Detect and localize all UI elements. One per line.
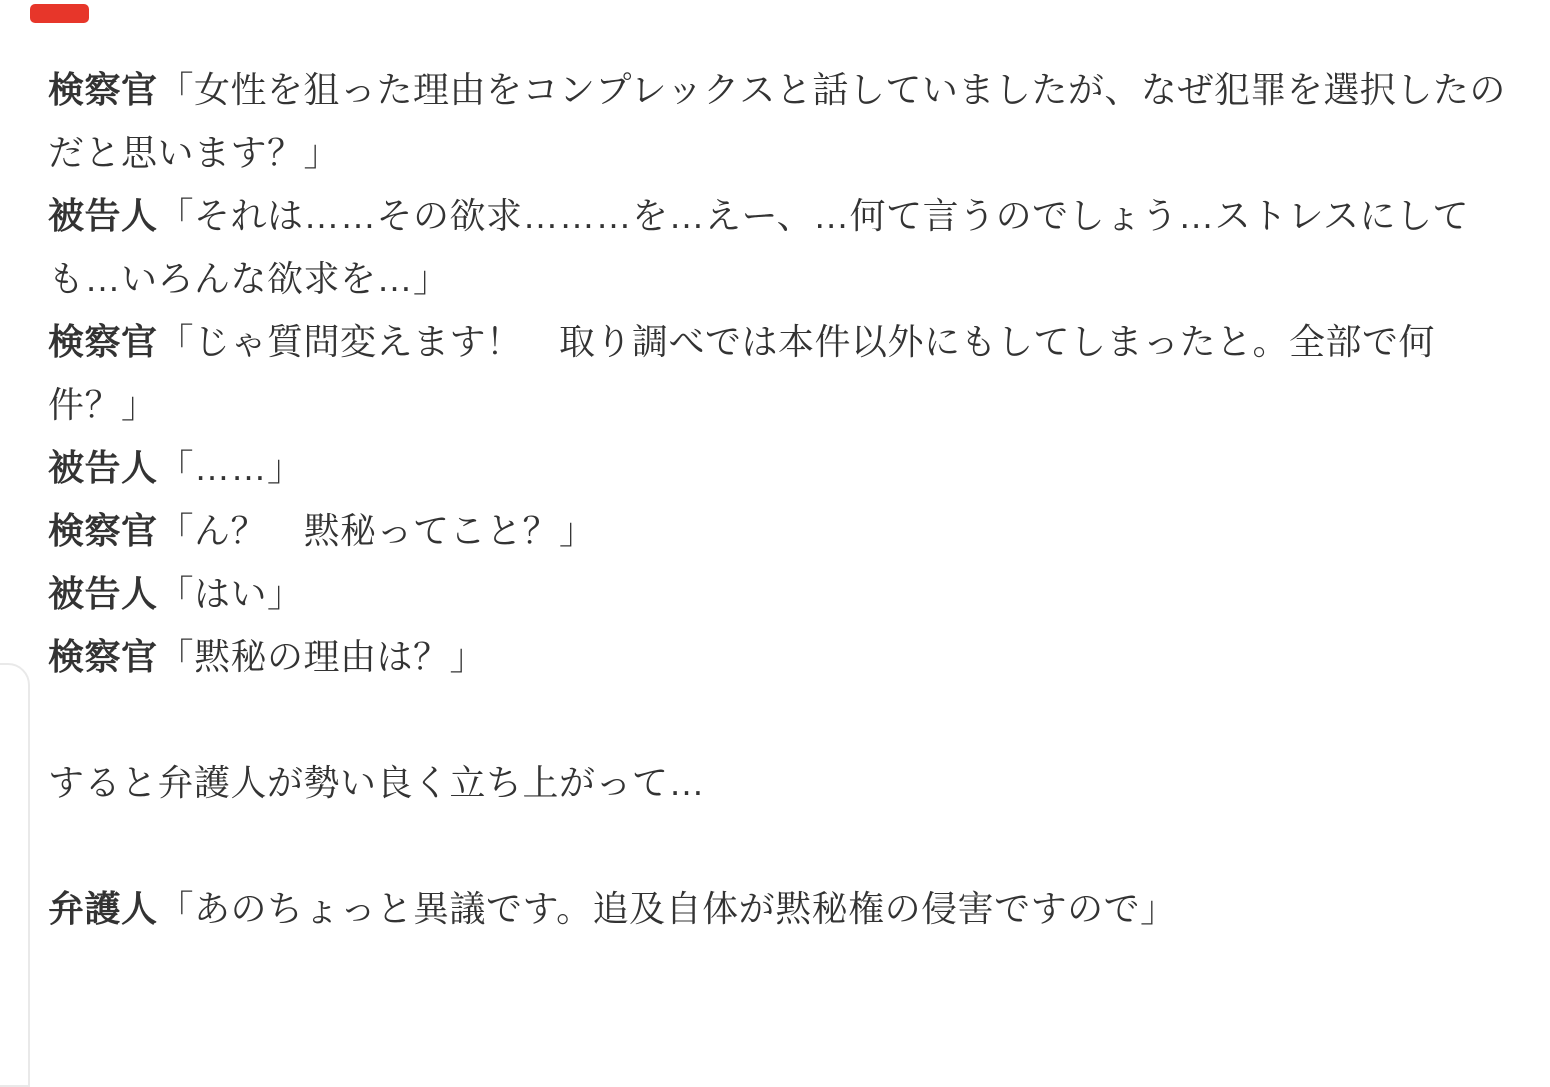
- dialogue-text: すると弁護人が勢い良く立ち上がって…: [48, 762, 706, 803]
- red-marker: [30, 4, 89, 23]
- transcript-line: [48, 436, 1510, 499]
- transcript-line-blank: [48, 814, 1510, 877]
- speaker-name: 被告人: [48, 447, 158, 488]
- transcript-line: [48, 310, 1510, 373]
- transcript-line: [48, 625, 1510, 688]
- speaker-name: 被告人: [48, 195, 158, 236]
- dialogue-text: 「ん？ 黙秘ってこと？」: [157, 510, 596, 551]
- transcript-line: [48, 562, 1510, 625]
- blog-article-body: [48, 58, 1510, 940]
- side-panel-card-edge: [0, 663, 30, 1087]
- transcript-line: [48, 121, 1510, 184]
- speaker-name: 検察官: [48, 510, 158, 551]
- speaker-name: 検察官: [48, 636, 158, 677]
- dialogue-text: 「じゃ質問変えます！ 取り調べでは本件以外にもしてしまったと。全部で何: [157, 321, 1436, 362]
- speaker-name: 検察官: [48, 69, 158, 110]
- speaker-name: 被告人: [48, 573, 158, 614]
- transcript-line: [48, 499, 1510, 562]
- dialogue-text: も…いろんな欲求を…」: [48, 258, 450, 299]
- dialogue-text: だと思います？」: [48, 132, 341, 173]
- transcript-line: [48, 373, 1510, 436]
- dialogue-text: 「黙秘の理由は？」: [157, 636, 487, 677]
- dialogue-text: 「それは……その欲求………を…えー、…何て言うのでしょう…ストレスにして: [157, 195, 1469, 236]
- dialogue-text: 「……」: [157, 447, 304, 488]
- transcript-line: [48, 184, 1510, 247]
- speaker-name: 検察官: [48, 321, 158, 362]
- transcript-line: [48, 247, 1510, 310]
- transcript-line: [48, 58, 1510, 121]
- dialogue-text: 件？」: [48, 384, 158, 425]
- transcript-line-blank: [48, 688, 1510, 751]
- speaker-name: 弁護人: [48, 888, 158, 929]
- transcript-line: [48, 877, 1510, 940]
- transcript-line: [48, 751, 1510, 814]
- dialogue-text: 「はい」: [157, 573, 304, 614]
- dialogue-text: 「女性を狙った理由をコンプレックスと話していましたが、なぜ犯罪を選択したの: [157, 69, 1506, 110]
- dialogue-text: 「あのちょっと異議です。追及自体が黙秘権の侵害ですので」: [157, 888, 1177, 929]
